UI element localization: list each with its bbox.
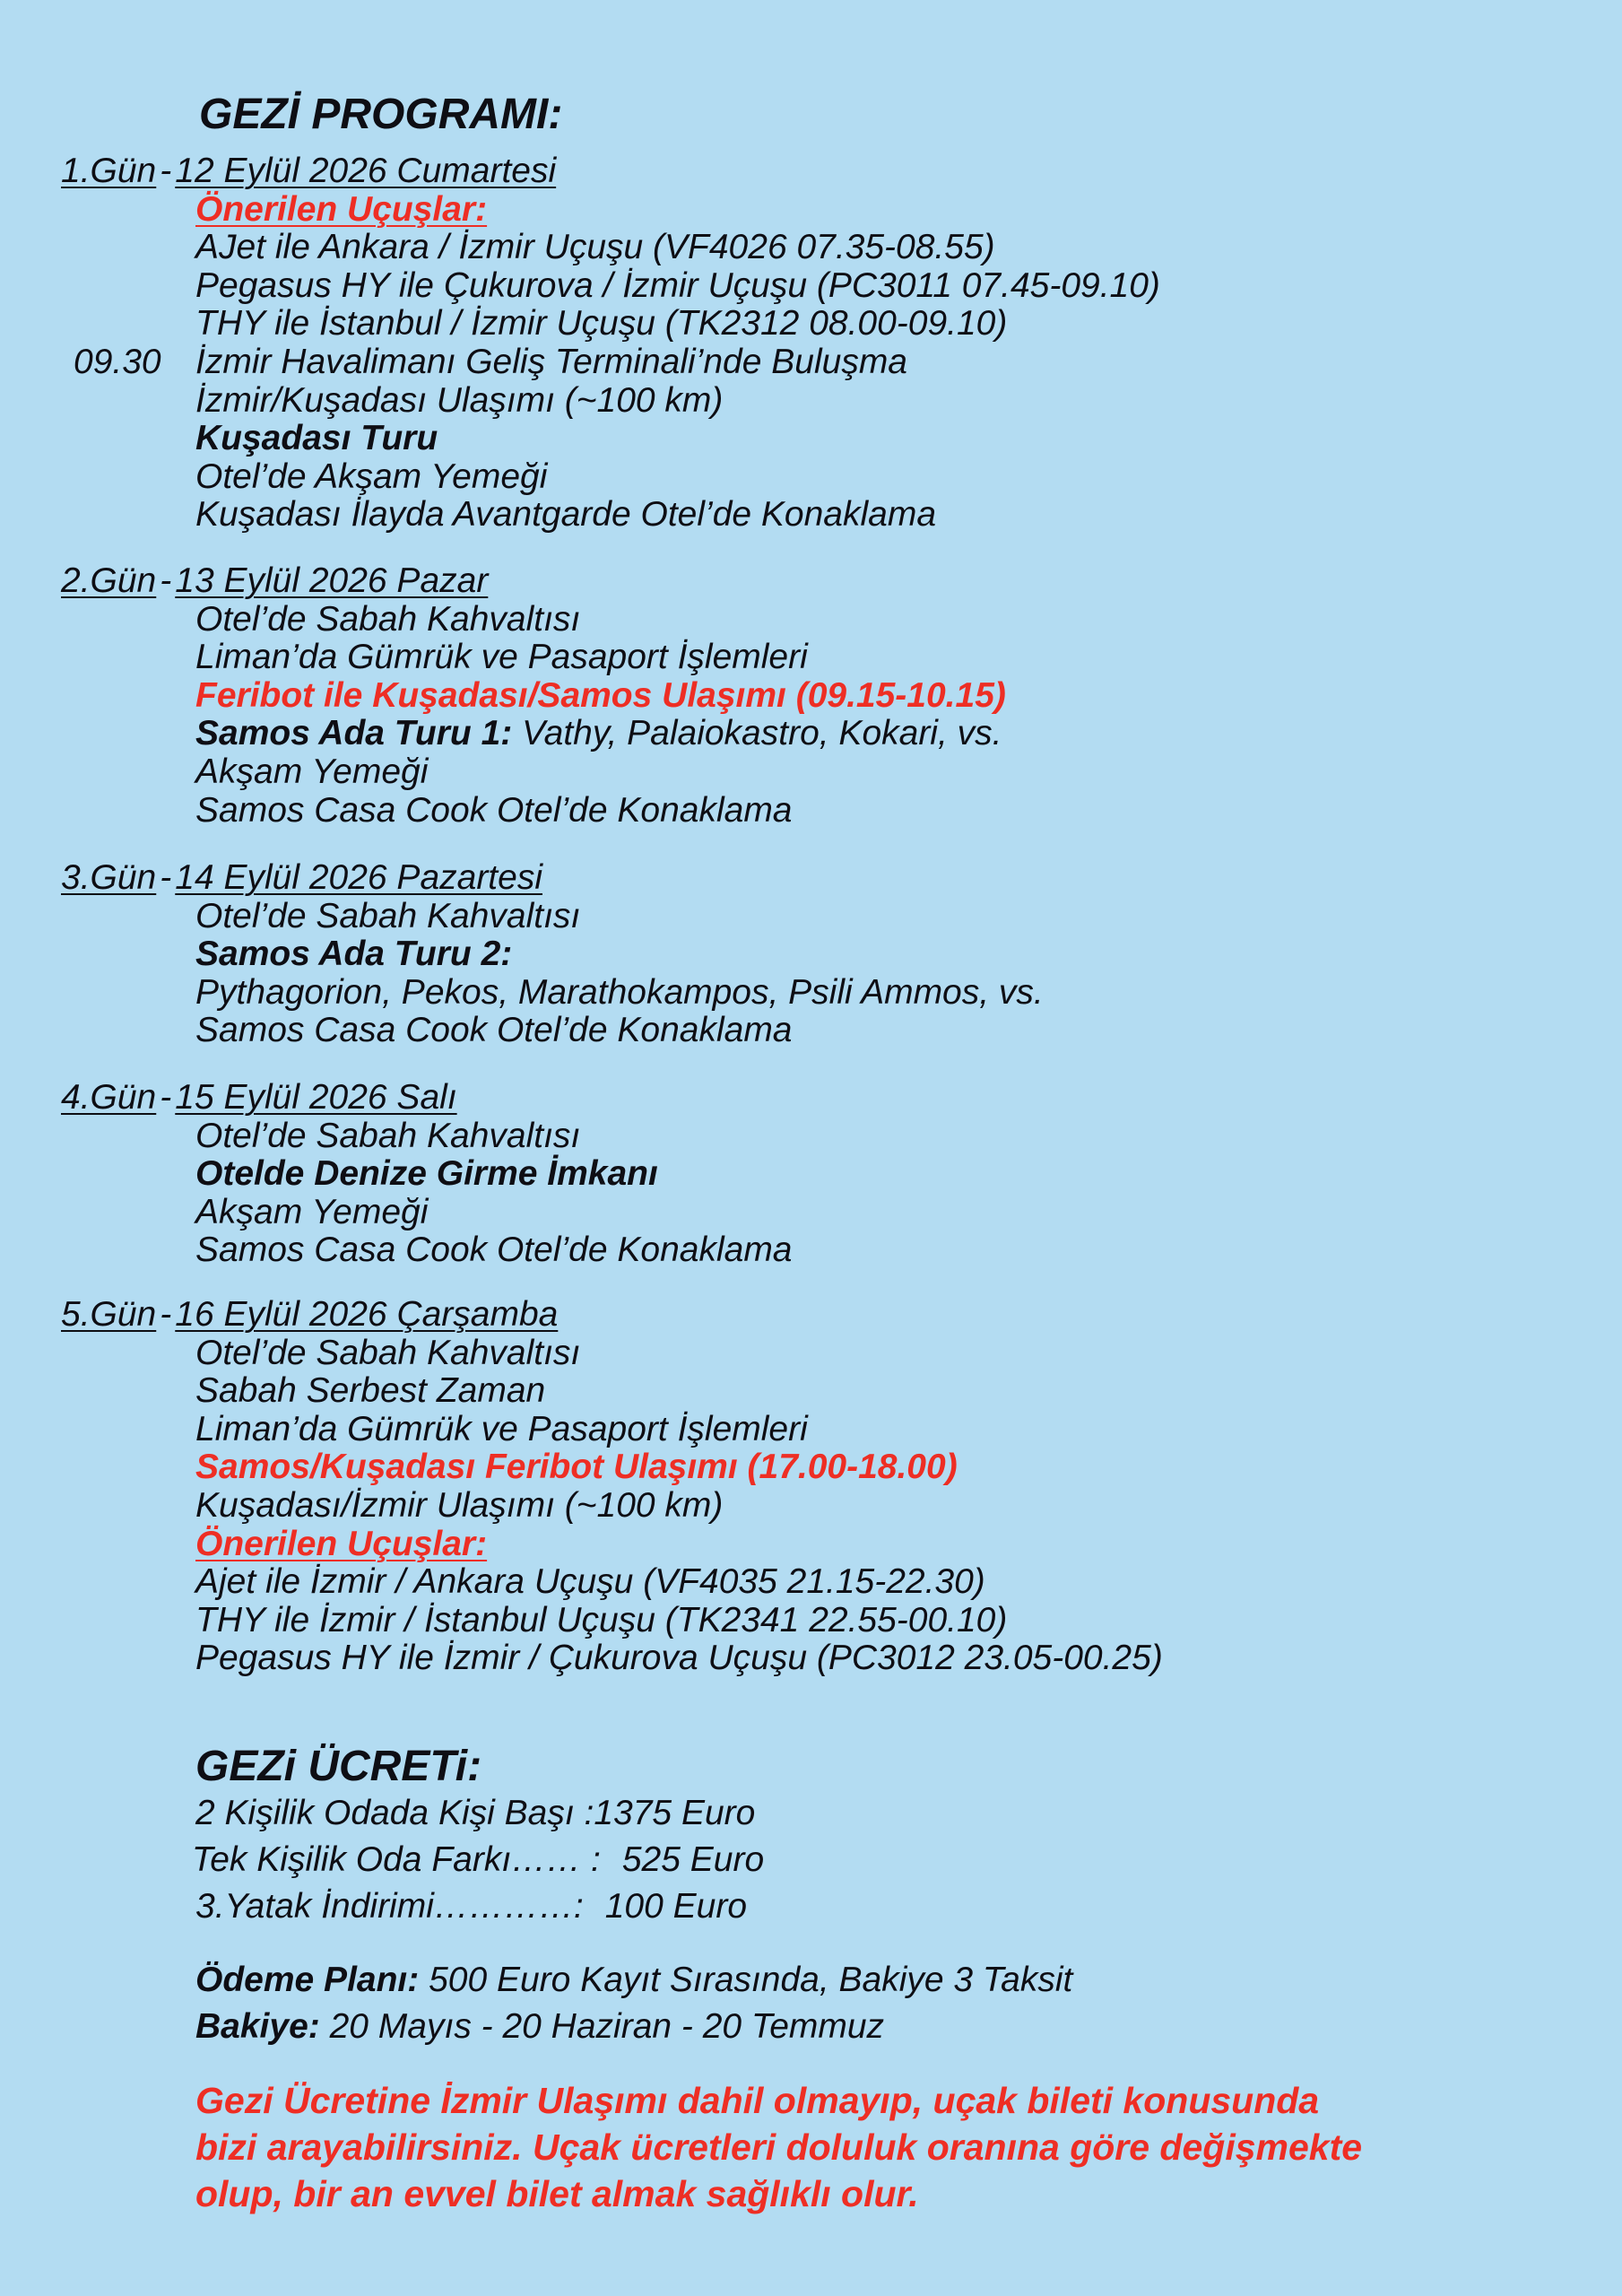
itinerary-line (61, 267, 1160, 306)
itinerary-text: Akşam Yemeği (195, 1192, 429, 1231)
tour-name: Samos Ada Turu 1: (195, 714, 513, 753)
itinerary-line (61, 1372, 1163, 1411)
itinerary-text: Samos Ada Turu 2: (195, 935, 513, 974)
flight-note-line: bizi arayabilirsiniz. Uçak ücretleri doluluk oranına göre değişmekte (195, 2126, 1363, 2168)
fee-label: 3.Yatak İndirimi…………: (195, 1887, 584, 1926)
itinerary-line (61, 1448, 1163, 1487)
itinerary-text: Pegasus HY ile İzmir / Çukurova Uçuşu (PC3012 23.05-00.25) (195, 1639, 1163, 1678)
itinerary-text: Otel’de Sabah Kahvaltısı (195, 1333, 581, 1372)
itinerary-line (61, 1155, 793, 1194)
day-dash: - (160, 1295, 172, 1335)
itinerary-text: Kuşadası/İzmir Ulaşımı (~100 km) (195, 1485, 724, 1525)
highlight-text: Samos/Kuşadası Feribot Ulaşımı (17.00-18.00) (195, 1448, 958, 1487)
meeting-time: 09.30 (74, 342, 161, 381)
day-dash: - (160, 561, 172, 601)
itinerary-line (61, 601, 1006, 639)
itinerary-text: Samos Casa Cook Otel’de Konaklama (195, 1231, 793, 1270)
itinerary-line (61, 420, 1160, 458)
day-section (61, 152, 1160, 535)
payment-plan-text: 500 Euro Kayıt Sırasında, Bakiye 3 Taksit (419, 1961, 1073, 1999)
itinerary-line (61, 898, 1044, 936)
itinerary-text: Otelde Denize Girme İmkanı (195, 1154, 658, 1194)
day-section (61, 562, 1006, 830)
fee-row-single-supplement (192, 1837, 764, 1883)
day-dash: - (160, 1078, 172, 1118)
day-heading (61, 1079, 793, 1118)
day-date: 12 Eylül 2026 Cumartesi (175, 152, 557, 191)
itinerary-line (61, 1194, 793, 1232)
fee-label: Tek Kişilik Oda Farkı…… : (192, 1840, 601, 1879)
day-date: 16 Eylül 2026 Çarşamba (175, 1295, 559, 1335)
day-heading (61, 859, 1044, 898)
itinerary-line (61, 1335, 1163, 1373)
flight-note-line: Gezi Ücretine İzmir Ulaşımı dahil olmayıp, uçak bileti konusunda (195, 2080, 1320, 2121)
itinerary-text: Sabah Serbest Zaman (195, 1371, 546, 1411)
day-heading (61, 152, 1160, 191)
itinerary-line (61, 382, 1160, 421)
itinerary-text: THY ile İzmir / İstanbul Uçuşu (TK2341 22.55-00.10) (195, 1600, 1008, 1639)
flight-note-line: olup, bir an evvel bilet almak sağlıklı olur. (195, 2173, 919, 2214)
itinerary-line (61, 305, 1160, 344)
itinerary-text: Samos Casa Cook Otel’de Konaklama (195, 790, 793, 830)
itinerary-text: Otel’de Sabah Kahvaltısı (195, 896, 581, 935)
highlight-text: Feribot ile Kuşadası/Samos Ulaşımı (09.15-10.15) (195, 675, 1006, 715)
itinerary-line (61, 1602, 1163, 1640)
fee-label: 2 Kişilik Odada Kişi Başı : (195, 1794, 594, 1832)
day-section (61, 1296, 1163, 1678)
itinerary-text: Pythagorion, Pekos, Marathokampos, Psili Ammos, vs. (195, 972, 1044, 1012)
day-heading (61, 1296, 1163, 1335)
day-dash: - (160, 152, 172, 191)
day-date: 14 Eylül 2026 Pazartesi (175, 858, 542, 898)
payment-plan-label: Ödeme Planı: (195, 1961, 420, 1999)
day-label: 3.Gün (61, 858, 157, 898)
itinerary-line (61, 1639, 1163, 1678)
itinerary-line (61, 1563, 1163, 1602)
payment-balance-text: 20 Mayıs - 20 Haziran - 20 Temmuz (319, 2007, 885, 2046)
fee-amount: 1375 Euro (594, 1794, 756, 1832)
itinerary-line (61, 344, 1160, 382)
itinerary-line (61, 1118, 793, 1156)
itinerary-line (61, 1526, 1163, 1564)
fee-amount: 100 Euro (604, 1887, 748, 1926)
itinerary-line (61, 191, 1160, 230)
itinerary-line (61, 639, 1006, 677)
day-label: 1.Gün (61, 152, 157, 191)
fee-title: GEZi ÜCRETi: (195, 1743, 482, 1790)
payment-balance-label: Bakiye: (195, 2007, 320, 2046)
fee-amount: 525 Euro (621, 1840, 765, 1879)
itinerary-text: THY ile İstanbul / İzmir Uçuşu (TK2312 08.00-09.10) (195, 304, 1008, 344)
highlight-text: Önerilen Uçuşlar: (195, 1524, 488, 1563)
program-title: GEZİ PROGRAMI: (199, 91, 563, 138)
day-date: 15 Eylül 2026 Salı (175, 1078, 457, 1118)
fee-row-double-room (195, 1790, 755, 1837)
itinerary-line (61, 792, 1006, 831)
day-section (61, 1079, 793, 1270)
day-label: 4.Gün (61, 1078, 157, 1118)
itinerary-text: Liman’da Gümrük ve Pasaport İşlemleri (195, 638, 808, 677)
itinerary-line (61, 715, 1006, 753)
payment-plan (195, 1957, 1072, 2004)
day-heading (61, 562, 1006, 601)
itinerary-text: İzmir Havalimanı Geliş Terminali’nde Buluşma (195, 342, 907, 381)
itinerary-line (61, 496, 1160, 535)
itinerary-line (61, 677, 1006, 716)
highlight-text: Önerilen Uçuşlar: (195, 189, 488, 229)
itinerary-text: Liman’da Gümrük ve Pasaport İşlemleri (195, 1409, 808, 1448)
itinerary-line (61, 974, 1044, 1013)
itinerary-text: AJet ile Ankara / İzmir Uçuşu (VF4026 07.35-08.55) (195, 228, 995, 267)
itinerary-text: Otel’de Akşam Yemeği (195, 457, 548, 496)
itinerary-text: Otel’de Sabah Kahvaltısı (195, 1116, 581, 1155)
itinerary-line (61, 753, 1006, 792)
itinerary-text: Akşam Yemeği (195, 752, 429, 791)
itinerary-line (61, 935, 1044, 974)
flight-note (195, 2077, 1558, 2217)
itinerary-line (61, 1487, 1163, 1526)
day-label: 2.Gün (61, 561, 157, 601)
day-label: 5.Gün (61, 1295, 157, 1335)
day-date: 13 Eylül 2026 Pazar (175, 561, 489, 601)
itinerary-line (61, 1012, 1044, 1050)
itinerary-text: Ajet ile İzmir / Ankara Uçuşu (VF4035 21.15-22.30) (195, 1562, 985, 1602)
itinerary-text: Otel’de Sabah Kahvaltısı (195, 599, 581, 639)
itinerary-text: Kuşadası Turu (195, 419, 438, 458)
itinerary-line (61, 1411, 1163, 1449)
itinerary-line (61, 458, 1160, 497)
itinerary-text: Samos Casa Cook Otel’de Konaklama (195, 1011, 793, 1050)
day-section (61, 859, 1044, 1050)
payment-balance (195, 2004, 884, 2050)
itinerary-text: Vathy, Palaiokastro, Kokari, vs. (512, 714, 1002, 753)
fee-row-third-bed (195, 1883, 747, 1930)
day-dash: - (160, 858, 172, 898)
itinerary-line (61, 1231, 793, 1270)
itinerary-line (61, 229, 1160, 267)
itinerary-text: Kuşadası İlayda Avantgarde Otel’de Konaklama (195, 495, 937, 535)
itinerary-text: İzmir/Kuşadası Ulaşımı (~100 km) (195, 380, 724, 420)
itinerary-text: Pegasus HY ile Çukurova / İzmir Uçuşu (PC3011 07.45-09.10) (195, 265, 1160, 305)
